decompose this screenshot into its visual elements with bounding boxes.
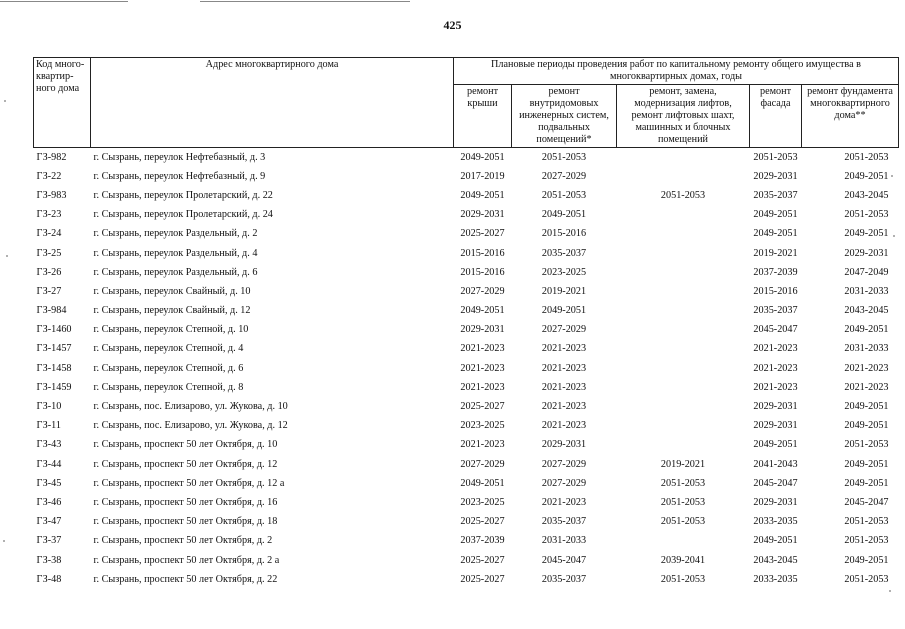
cell-systems-period: 2023-2025	[541, 266, 587, 278]
cell-address: г. Сызрань, проспект 50 лет Октября, д. 2	[93, 535, 273, 547]
cell-elevator-period	[617, 302, 750, 321]
cell-address: г. Сызрань, проспект 50 лет Октября, д. 2 а	[93, 554, 280, 566]
scan-speck	[4, 100, 6, 102]
cell-address: г. Сызрань, переулок Пролетарский, д. 24	[93, 209, 273, 221]
cell-facade-period: 2035-2037	[753, 305, 798, 317]
cell-systems-period: 2021-2023	[541, 420, 587, 432]
cell-house-code: ГЗ-983	[36, 189, 67, 201]
cell-house-code: ГЗ-26	[36, 266, 62, 278]
table-row	[34, 321, 899, 340]
cell-facade-period: 2021-2023	[753, 381, 798, 393]
cell-address: г. Сызрань, переулок Степной, д. 4	[93, 343, 244, 355]
cell-elevator-period	[617, 359, 750, 378]
cell-foundation-period: 2049-2051	[844, 401, 889, 413]
cell-systems-period: 2051-2053	[541, 189, 587, 201]
scan-edge-line-mid	[200, 1, 410, 2]
cell-systems-period: 2019-2021	[541, 285, 587, 297]
cell-foundation-period: 2049-2051	[844, 324, 889, 336]
cell-address: г. Сызрань, проспект 50 лет Октября, д. 10	[93, 439, 278, 451]
cell-systems-period: 2021-2023	[541, 343, 587, 355]
cell-elevator-period	[617, 397, 750, 416]
cell-foundation-period: 2049-2051	[844, 420, 889, 432]
cell-address: г. Сызрань, переулок Пролетарский, д. 22	[93, 189, 273, 201]
cell-foundation-period: 2021-2023	[844, 381, 889, 393]
cell-foundation-period: 2051-2053	[844, 573, 889, 585]
cell-address: г. Сызрань, пос. Елизарово, ул. Жукова, д. 12	[93, 420, 288, 432]
table-row	[34, 244, 899, 263]
cell-elevator-period: 2039-2041	[660, 554, 706, 566]
cell-elevator-period	[617, 417, 750, 436]
cell-foundation-period: 2043-2045	[844, 189, 889, 201]
cell-elevator-period	[617, 225, 750, 244]
header-foundation-repair: ремонт фундамента многоквартирного дома**	[802, 85, 899, 148]
header-facade-repair: ремонт фасада	[750, 85, 802, 148]
cell-house-code: ГЗ-45	[36, 477, 62, 489]
cell-address: г. Сызрань, переулок Степной, д. 10	[93, 324, 249, 336]
cell-address: г. Сызрань, проспект 50 лет Октября, д. 12 а	[93, 477, 285, 489]
table-row	[34, 532, 899, 551]
page-number: 425	[443, 18, 462, 32]
cell-foundation-period: 2049-2051	[844, 458, 889, 470]
cell-foundation-period: 2051-2053	[844, 209, 889, 221]
cell-systems-period: 2035-2037	[541, 516, 587, 528]
cell-elevator-period	[617, 263, 750, 282]
cell-roof-period: 2025-2027	[460, 516, 505, 528]
table-row	[34, 340, 899, 359]
cell-house-code: ГЗ-10	[36, 401, 62, 413]
cell-systems-period: 2021-2023	[541, 496, 587, 508]
cell-elevator-period	[617, 340, 750, 359]
cell-systems-period: 2027-2029	[541, 170, 587, 182]
cell-elevator-period	[617, 436, 750, 455]
table-row	[34, 359, 899, 378]
scan-edge-line-left	[0, 1, 128, 2]
cell-facade-period: 2049-2051	[753, 228, 798, 240]
table-row	[34, 167, 899, 186]
scan-speck	[3, 540, 5, 542]
cell-roof-period: 2021-2023	[460, 439, 505, 451]
cell-facade-period: 2049-2051	[753, 439, 798, 451]
cell-roof-period: 2025-2027	[460, 228, 505, 240]
cell-address: г. Сызрань, проспект 50 лет Октября, д. 16	[93, 496, 278, 508]
cell-roof-period: 2049-2051	[460, 151, 505, 163]
cell-elevator-period	[617, 167, 750, 186]
table-row	[34, 186, 899, 205]
cell-systems-period: 2021-2023	[541, 362, 587, 374]
cell-house-code: ГЗ-25	[36, 247, 62, 259]
cell-address: г. Сызрань, проспект 50 лет Октября, д. 22	[93, 573, 278, 585]
cell-elevator-period: 2051-2053	[660, 573, 706, 585]
cell-address: г. Сызрань, переулок Нефтебазный, д. 9	[93, 170, 266, 182]
cell-facade-period: 2045-2047	[753, 477, 798, 489]
table-row	[34, 225, 899, 244]
cell-roof-period: 2027-2029	[460, 285, 505, 297]
cell-roof-period: 2021-2023	[460, 362, 505, 374]
cell-systems-period: 2027-2029	[541, 324, 587, 336]
cell-facade-period: 2049-2051	[753, 209, 798, 221]
cell-roof-period: 2037-2039	[460, 535, 505, 547]
cell-address: г. Сызрань, переулок Степной, д. 8	[93, 381, 244, 393]
cell-facade-period: 2035-2037	[753, 189, 798, 201]
cell-foundation-period: 2047-2049	[844, 266, 889, 278]
header-work-periods: Плановые периоды проведения работ по капитальному ремонту общего имущества в многоквартирных домах, годы	[454, 58, 899, 85]
table-row	[34, 397, 899, 416]
cell-foundation-period: 2049-2051	[844, 170, 889, 182]
cell-facade-period: 2045-2047	[753, 324, 798, 336]
cell-facade-period: 2029-2031	[753, 170, 798, 182]
cell-systems-period: 2021-2023	[541, 381, 587, 393]
cell-house-code: ГЗ-46	[36, 496, 62, 508]
cell-address: г. Сызрань, переулок Нефтебазный, д. 3	[93, 151, 266, 163]
cell-roof-period: 2017-2019	[460, 170, 505, 182]
cell-foundation-period: 2031-2033	[844, 285, 889, 297]
cell-facade-period: 2029-2031	[753, 420, 798, 432]
table-row	[34, 148, 899, 168]
table-row	[34, 493, 899, 512]
cell-elevator-period	[617, 148, 750, 168]
cell-foundation-period: 2045-2047	[844, 496, 889, 508]
header-systems-repair: ремонт внутридомовых инженерных систем, подвальных помещений*	[512, 85, 617, 148]
cell-roof-period: 2049-2051	[460, 189, 505, 201]
cell-systems-period: 2045-2047	[541, 554, 587, 566]
cell-foundation-period: 2051-2053	[844, 535, 889, 547]
cell-roof-period: 2021-2023	[460, 343, 505, 355]
cell-address: г. Сызрань, переулок Свайный, д. 10	[93, 285, 251, 297]
cell-elevator-period: 2051-2053	[660, 189, 706, 201]
cell-facade-period: 2021-2023	[753, 343, 798, 355]
cell-facade-period: 2043-2045	[753, 554, 798, 566]
cell-house-code: ГЗ-984	[36, 305, 67, 317]
cell-foundation-period: 2029-2031	[844, 247, 889, 259]
cell-systems-period: 2021-2023	[541, 401, 587, 413]
table-row	[34, 263, 899, 282]
cell-address: г. Сызрань, переулок Раздельный, д. 2	[93, 228, 258, 240]
header-address: Адрес многоквартирного дома	[91, 58, 454, 148]
cell-facade-period: 2015-2016	[753, 285, 798, 297]
cell-elevator-period	[617, 321, 750, 340]
cell-facade-period: 2049-2051	[753, 535, 798, 547]
cell-roof-period: 2025-2027	[460, 401, 505, 413]
cell-house-code: ГЗ-1458	[36, 362, 72, 374]
cell-foundation-period: 2051-2053	[844, 151, 889, 163]
cell-address: г. Сызрань, проспект 50 лет Октября, д. 12	[93, 458, 278, 470]
cell-systems-period: 2027-2029	[541, 477, 587, 489]
cell-facade-period: 2019-2021	[753, 247, 798, 259]
cell-elevator-period: 2051-2053	[660, 516, 706, 528]
cell-systems-period: 2015-2016	[541, 228, 587, 240]
table-row	[34, 474, 899, 493]
cell-house-code: ГЗ-1459	[36, 381, 72, 393]
header-elevator-repair: ремонт, замена, модернизация лифтов, ремонт лифтовых шахт, машинных и блочных помещений	[617, 85, 750, 148]
cell-systems-period: 2031-2033	[541, 535, 587, 547]
cell-house-code: ГЗ-47	[36, 516, 62, 528]
scan-speck	[889, 590, 891, 592]
table-row	[34, 302, 899, 321]
header-code: Код много-квартир-ного дома	[34, 58, 91, 148]
cell-roof-period: 2025-2027	[460, 554, 505, 566]
cell-facade-period: 2033-2035	[753, 516, 798, 528]
cell-roof-period: 2029-2031	[460, 209, 505, 221]
cell-foundation-period: 2021-2023	[844, 362, 889, 374]
cell-facade-period: 2041-2043	[753, 458, 798, 470]
cell-elevator-period	[617, 244, 750, 263]
cell-address: г. Сызрань, пос. Елизарово, ул. Жукова, д. 10	[93, 401, 288, 413]
cell-house-code: ГЗ-24	[36, 228, 62, 240]
table-row	[34, 206, 899, 225]
cell-facade-period: 2051-2053	[753, 151, 798, 163]
cell-house-code: ГЗ-22	[36, 170, 62, 182]
cell-elevator-period	[617, 282, 750, 301]
cell-roof-period: 2021-2023	[460, 381, 505, 393]
table-row	[34, 417, 899, 436]
cell-address: г. Сызрань, переулок Степной, д. 6	[93, 362, 244, 374]
cell-foundation-period: 2043-2045	[844, 305, 889, 317]
cell-house-code: ГЗ-23	[36, 209, 62, 221]
repair-schedule-table	[33, 57, 899, 589]
cell-address: г. Сызрань, переулок Раздельный, д. 4	[93, 247, 258, 259]
cell-house-code: ГЗ-11	[36, 420, 61, 432]
cell-roof-period: 2023-2025	[460, 420, 505, 432]
cell-house-code: ГЗ-38	[36, 554, 62, 566]
cell-foundation-period: 2049-2051	[844, 228, 889, 240]
cell-address: г. Сызрань, переулок Раздельный, д. 6	[93, 266, 258, 278]
cell-roof-period: 2027-2029	[460, 458, 505, 470]
cell-systems-period: 2051-2053	[541, 151, 587, 163]
cell-roof-period: 2029-2031	[460, 324, 505, 336]
cell-elevator-period: 2019-2021	[660, 458, 706, 470]
cell-systems-period: 2035-2037	[541, 247, 587, 259]
cell-roof-period: 2015-2016	[460, 247, 505, 259]
cell-address: г. Сызрань, проспект 50 лет Октября, д. 18	[93, 516, 278, 528]
cell-facade-period: 2037-2039	[753, 266, 798, 278]
cell-house-code: ГЗ-982	[36, 151, 67, 163]
cell-house-code: ГЗ-27	[36, 285, 62, 297]
cell-systems-period: 2049-2051	[541, 209, 587, 221]
cell-facade-period: 2029-2031	[753, 401, 798, 413]
table-row	[34, 378, 899, 397]
scan-speck	[6, 255, 8, 257]
cell-facade-period: 2021-2023	[753, 362, 798, 374]
cell-house-code: ГЗ-44	[36, 458, 62, 470]
cell-systems-period: 2035-2037	[541, 573, 587, 585]
cell-elevator-period	[617, 532, 750, 551]
header-roof-repair: ремонт крыши	[454, 85, 512, 148]
table-row	[34, 513, 899, 532]
cell-foundation-period: 2049-2051	[844, 477, 889, 489]
table-row	[34, 570, 899, 589]
cell-elevator-period	[617, 378, 750, 397]
cell-roof-period: 2049-2051	[460, 305, 505, 317]
cell-elevator-period	[617, 206, 750, 225]
table-row	[34, 436, 899, 455]
table-body	[34, 148, 899, 590]
table-row	[34, 551, 899, 570]
cell-house-code: ГЗ-48	[36, 573, 62, 585]
cell-foundation-period: 2049-2051	[844, 554, 889, 566]
cell-house-code: ГЗ-1460	[36, 324, 72, 336]
cell-roof-period: 2023-2025	[460, 496, 505, 508]
cell-systems-period: 2027-2029	[541, 458, 587, 470]
cell-systems-period: 2029-2031	[541, 439, 587, 451]
cell-foundation-period: 2051-2053	[844, 439, 889, 451]
cell-roof-period: 2025-2027	[460, 573, 505, 585]
cell-systems-period: 2049-2051	[541, 305, 587, 317]
table-row	[34, 282, 899, 301]
cell-elevator-period: 2051-2053	[660, 477, 706, 489]
cell-house-code: ГЗ-1457	[36, 343, 72, 355]
cell-facade-period: 2029-2031	[753, 496, 798, 508]
cell-facade-period: 2033-2035	[753, 573, 798, 585]
cell-house-code: ГЗ-37	[36, 535, 62, 547]
cell-elevator-period: 2051-2053	[660, 496, 706, 508]
cell-roof-period: 2049-2051	[460, 477, 505, 489]
cell-house-code: ГЗ-43	[36, 439, 62, 451]
cell-address: г. Сызрань, переулок Свайный, д. 12	[93, 305, 251, 317]
cell-roof-period: 2015-2016	[460, 266, 505, 278]
table-row	[34, 455, 899, 474]
cell-foundation-period: 2031-2033	[844, 343, 889, 355]
cell-foundation-period: 2051-2053	[844, 516, 889, 528]
